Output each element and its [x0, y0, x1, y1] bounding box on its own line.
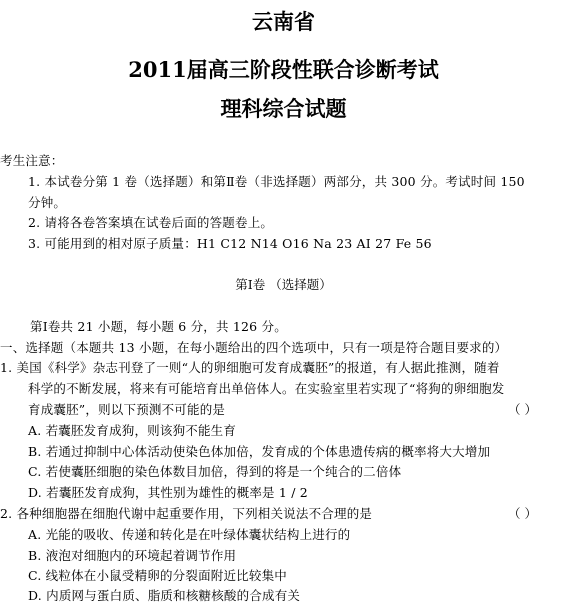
- question-1-line-2: 科学的不断发展，将来有可能培育出单倍体人。在实验室里若实现了“将狗的卵细胞发: [28, 381, 505, 396]
- question-1-option-a: A. 若囊胚发育成狗，则该狗不能生育: [28, 423, 237, 438]
- question-2-option-b: B. 液泡对细胞内的环境起着调节作用: [28, 548, 237, 563]
- section-summary: 第Ⅰ卷共 21 小题，每小题 6 分，共 126 分。: [30, 319, 287, 334]
- question-2-answer-blank: （ ）: [508, 506, 537, 521]
- question-1-line-1: 1. 美国《科学》杂志刊登了一则“人的卵细胞可发育成囊胚”的报道，有人据此推测，随着: [0, 360, 500, 375]
- section-instruction: 一、选择题（本题共 13 小题，在每小题给出的四个选项中，只有一项是符合题目要求的）: [0, 340, 508, 355]
- question-2-line-1: 2. 各种细胞器在细胞代谢中起重要作用，下列相关说法不合理的是: [0, 506, 373, 521]
- notice-title: 考生注意：: [0, 153, 64, 168]
- question-2-option-c: C. 线粒体在小鼠受精卵的分裂面附近比较集中: [28, 568, 287, 583]
- title-subject: 理科综合试题: [220, 96, 347, 121]
- question-1-option-b: B. 若通过抑制中心体活动使染色体加倍，发育成的个体患遗传病的概率将大大增加: [28, 444, 491, 459]
- notice-item-3: 3. 可能用到的相对原子质量：H1 C12 N14 O16 Na 23 AI 27 Fe 56: [28, 236, 432, 251]
- notice-item-2: 2. 请将各卷答案填在试卷后面的答题卷上。: [28, 215, 274, 230]
- question-1-line-3: 育成囊胚”，则以下预测不可能的是: [28, 402, 226, 417]
- question-2-option-a: A. 光能的吸收、传递和转化是在叶绿体囊状结构上进行的: [28, 527, 351, 542]
- question-2-option-d: D. 内质网与蛋白质、脂质和核糖核酸的合成有关: [28, 588, 301, 603]
- title-province: 云南省: [252, 9, 315, 34]
- section-title: 第Ⅰ卷 （选择题）: [235, 277, 332, 292]
- notice-item-1-line-1: 1. 本试卷分第 1 卷（选择题）和第Ⅱ卷（非选择题）两部分，共 300 分。考试时间 150: [28, 174, 525, 189]
- question-1-answer-blank: （ ）: [508, 402, 537, 417]
- notice-item-1-line-2: 分钟。: [28, 195, 67, 210]
- question-1-option-d: D. 若囊胚发育成狗，其性别为雄性的概率是 1 / 2: [28, 485, 308, 500]
- title-exam: 2011届高三阶段性联合诊断考试: [128, 57, 439, 82]
- question-1-option-c: C. 若使囊胚细胞的染色体数目加倍，得到的将是一个纯合的二倍体: [28, 464, 402, 479]
